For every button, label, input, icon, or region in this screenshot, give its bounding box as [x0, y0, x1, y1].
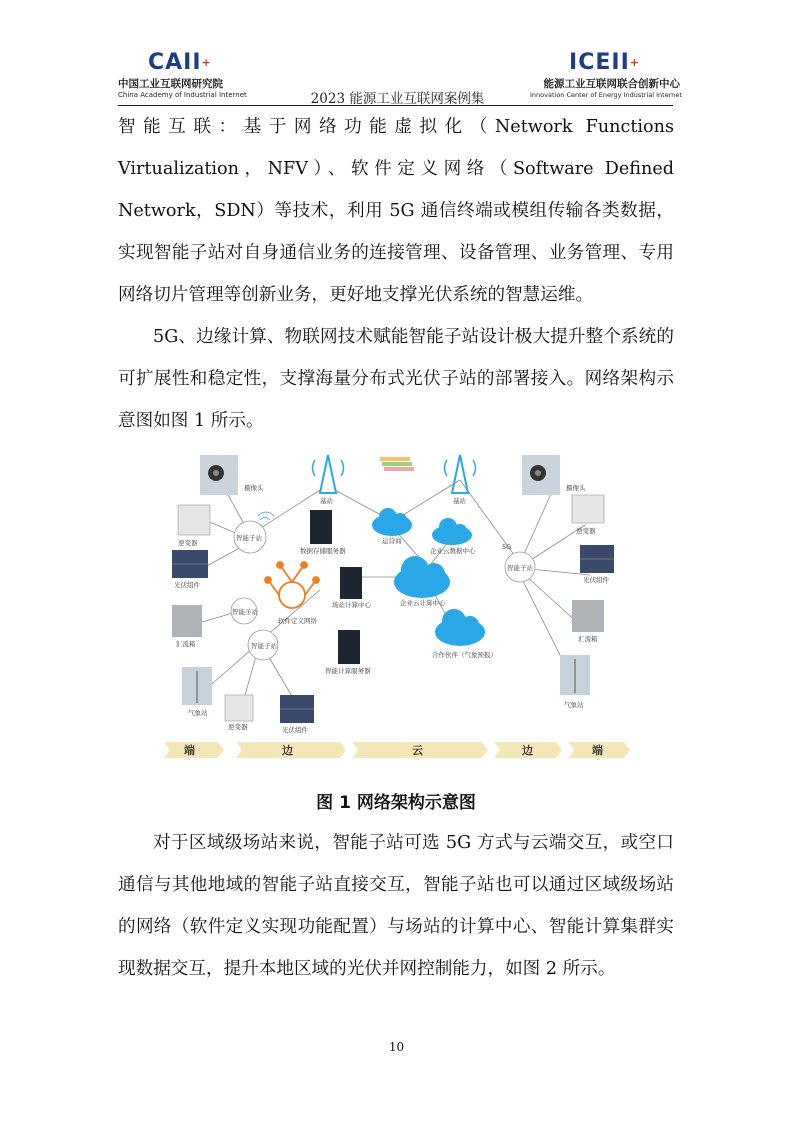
- partner-cloud: [432, 609, 497, 659]
- layer-bands: [164, 742, 630, 758]
- paragraph-3-text: 对于区域级场站来说，智能子站可选 5G 方式与云端交互，或空口通信与其他地域的智能子站直接交互，智能子站也可以通过区域级场站的网络（软件定义实现功能配置）与场站的计算中心、智能计算集群实现数据交互，提升本地区域的光伏并网控制能力，如图 2 所示。: [118, 833, 674, 979]
- pv-left: [172, 550, 208, 589]
- label-combiner-box-left: 汇流箱: [176, 640, 196, 648]
- label-sdn: 软件定义网络: [278, 617, 317, 625]
- network-diagram: [160, 445, 638, 770]
- label-camera-right: 摄像头: [566, 484, 586, 492]
- label-substation-mid: 智能子站: [232, 608, 258, 616]
- smart-compute-server: [325, 630, 371, 675]
- inverter-right: [572, 495, 604, 535]
- caii-cn-name: 中国工业互联网研究院: [118, 78, 223, 90]
- paragraph-2: [118, 316, 674, 442]
- label-pv-bottom: 光伏组件: [282, 726, 308, 734]
- substation-mid: [231, 598, 259, 624]
- band-3: 云: [412, 744, 423, 757]
- label-smart-compute-server: 智能计算服务器: [325, 667, 371, 675]
- combiner-box-left: [172, 605, 202, 648]
- camera-left: [200, 455, 264, 495]
- inverter-left: [178, 505, 210, 547]
- band-1: 端: [184, 744, 195, 757]
- label-camera-left: 摄像头: [244, 484, 264, 492]
- label-substation-low: 智能子站: [251, 642, 277, 650]
- paragraph-2-text: 5G、边缘计算、物联网技术赋能智能子站设计极大提升整个系统的可扩展性和稳定性，支撑海量分布式光伏子站的部署接入。网络架构示意图如图 1 所示。: [118, 327, 674, 431]
- left-logo: [118, 52, 258, 99]
- label-substation-left: 智能子站: [236, 534, 262, 542]
- inverter-bottom: [225, 695, 253, 731]
- label-substation-right: 智能子站: [507, 564, 533, 572]
- iceii-cn-name: 能源工业互联网联合创新中心: [543, 78, 680, 90]
- label-data-storage-server: 数据存储服务器: [300, 547, 346, 555]
- paragraph-1-text: 智能互联：基于网络功能虚拟化（Network Functions Virtualization，NFV）、软件定义网络（Software Defined Network，SDN）等技术，利用 5G 通信终端或模组传输各类数据，实现智能子站对自身通信业务的连接管理、设备管理、业务管理、专用网络切片管理等创新业务，更好地支撑光伏系统的智慧运维。: [118, 117, 674, 305]
- substation-low: [248, 630, 278, 660]
- network-architecture-figure: [160, 445, 638, 770]
- band-5: 端: [592, 744, 603, 757]
- combiner-box-right: [572, 600, 604, 643]
- figure-caption: 图 1 网络架构示意图: [316, 793, 476, 813]
- enterprise-cloud-compute: [394, 556, 450, 607]
- page-number: 10: [388, 1040, 405, 1054]
- paragraph-3: [118, 822, 674, 990]
- substation-left: [234, 512, 274, 553]
- label-enterprise-cloud-compute: 企业云计算中心: [400, 599, 446, 607]
- pv-right: [580, 545, 614, 584]
- label-weather-station-left: 气象站: [188, 709, 208, 717]
- weather-station-left: [182, 667, 212, 717]
- enterprise-cloud-dc: [430, 518, 476, 555]
- label-base-station-1: 基站: [320, 497, 333, 505]
- substation-right: [502, 543, 535, 582]
- pv-bottom: [280, 695, 314, 734]
- iceii-en-name: Innovation Center of Energy Industrial Internet: [530, 91, 682, 99]
- base-station-1: [313, 455, 344, 505]
- label-site-compute-center: 场站计算中心: [332, 601, 371, 609]
- label-combiner-box-right: 汇流箱: [578, 635, 598, 643]
- label-pv-right: 光伏组件: [583, 576, 609, 584]
- label-inverter-bottom: 逆变器: [228, 723, 248, 731]
- weather-station-right: [560, 655, 590, 709]
- caii-logo: CAII+: [148, 50, 212, 75]
- label-pv-left: 光伏组件: [174, 581, 200, 589]
- data-storage-server: [300, 510, 346, 555]
- sdn-icon: [265, 562, 319, 608]
- label-5g: 5G: [502, 543, 512, 551]
- band-2: 边: [282, 744, 293, 757]
- right-logo: [530, 52, 680, 99]
- label-base-station-2: 基站: [453, 497, 466, 505]
- label-inverter-right: 逆变器: [576, 527, 596, 535]
- iceii-logo: ICEII+: [569, 50, 640, 75]
- label-operator-cloud: 运营商: [382, 537, 402, 545]
- site-compute-center: [332, 567, 372, 609]
- band-4: 边: [522, 744, 533, 757]
- label-inverter-left: 逆变器: [178, 539, 198, 547]
- network-slice-icon: [380, 457, 414, 471]
- camera-right: [522, 455, 586, 495]
- paragraph-1: [118, 106, 674, 316]
- caii-en-name: China Academy of Industrial Internet: [118, 91, 247, 99]
- header-title: 2023 能源工业互联网案例集: [310, 91, 485, 107]
- label-enterprise-cloud-dc: 企业云数据中心: [430, 547, 476, 555]
- label-partner: 合作伙伴（气象预报）: [432, 651, 497, 659]
- label-weather-station-right: 气象站: [564, 701, 584, 709]
